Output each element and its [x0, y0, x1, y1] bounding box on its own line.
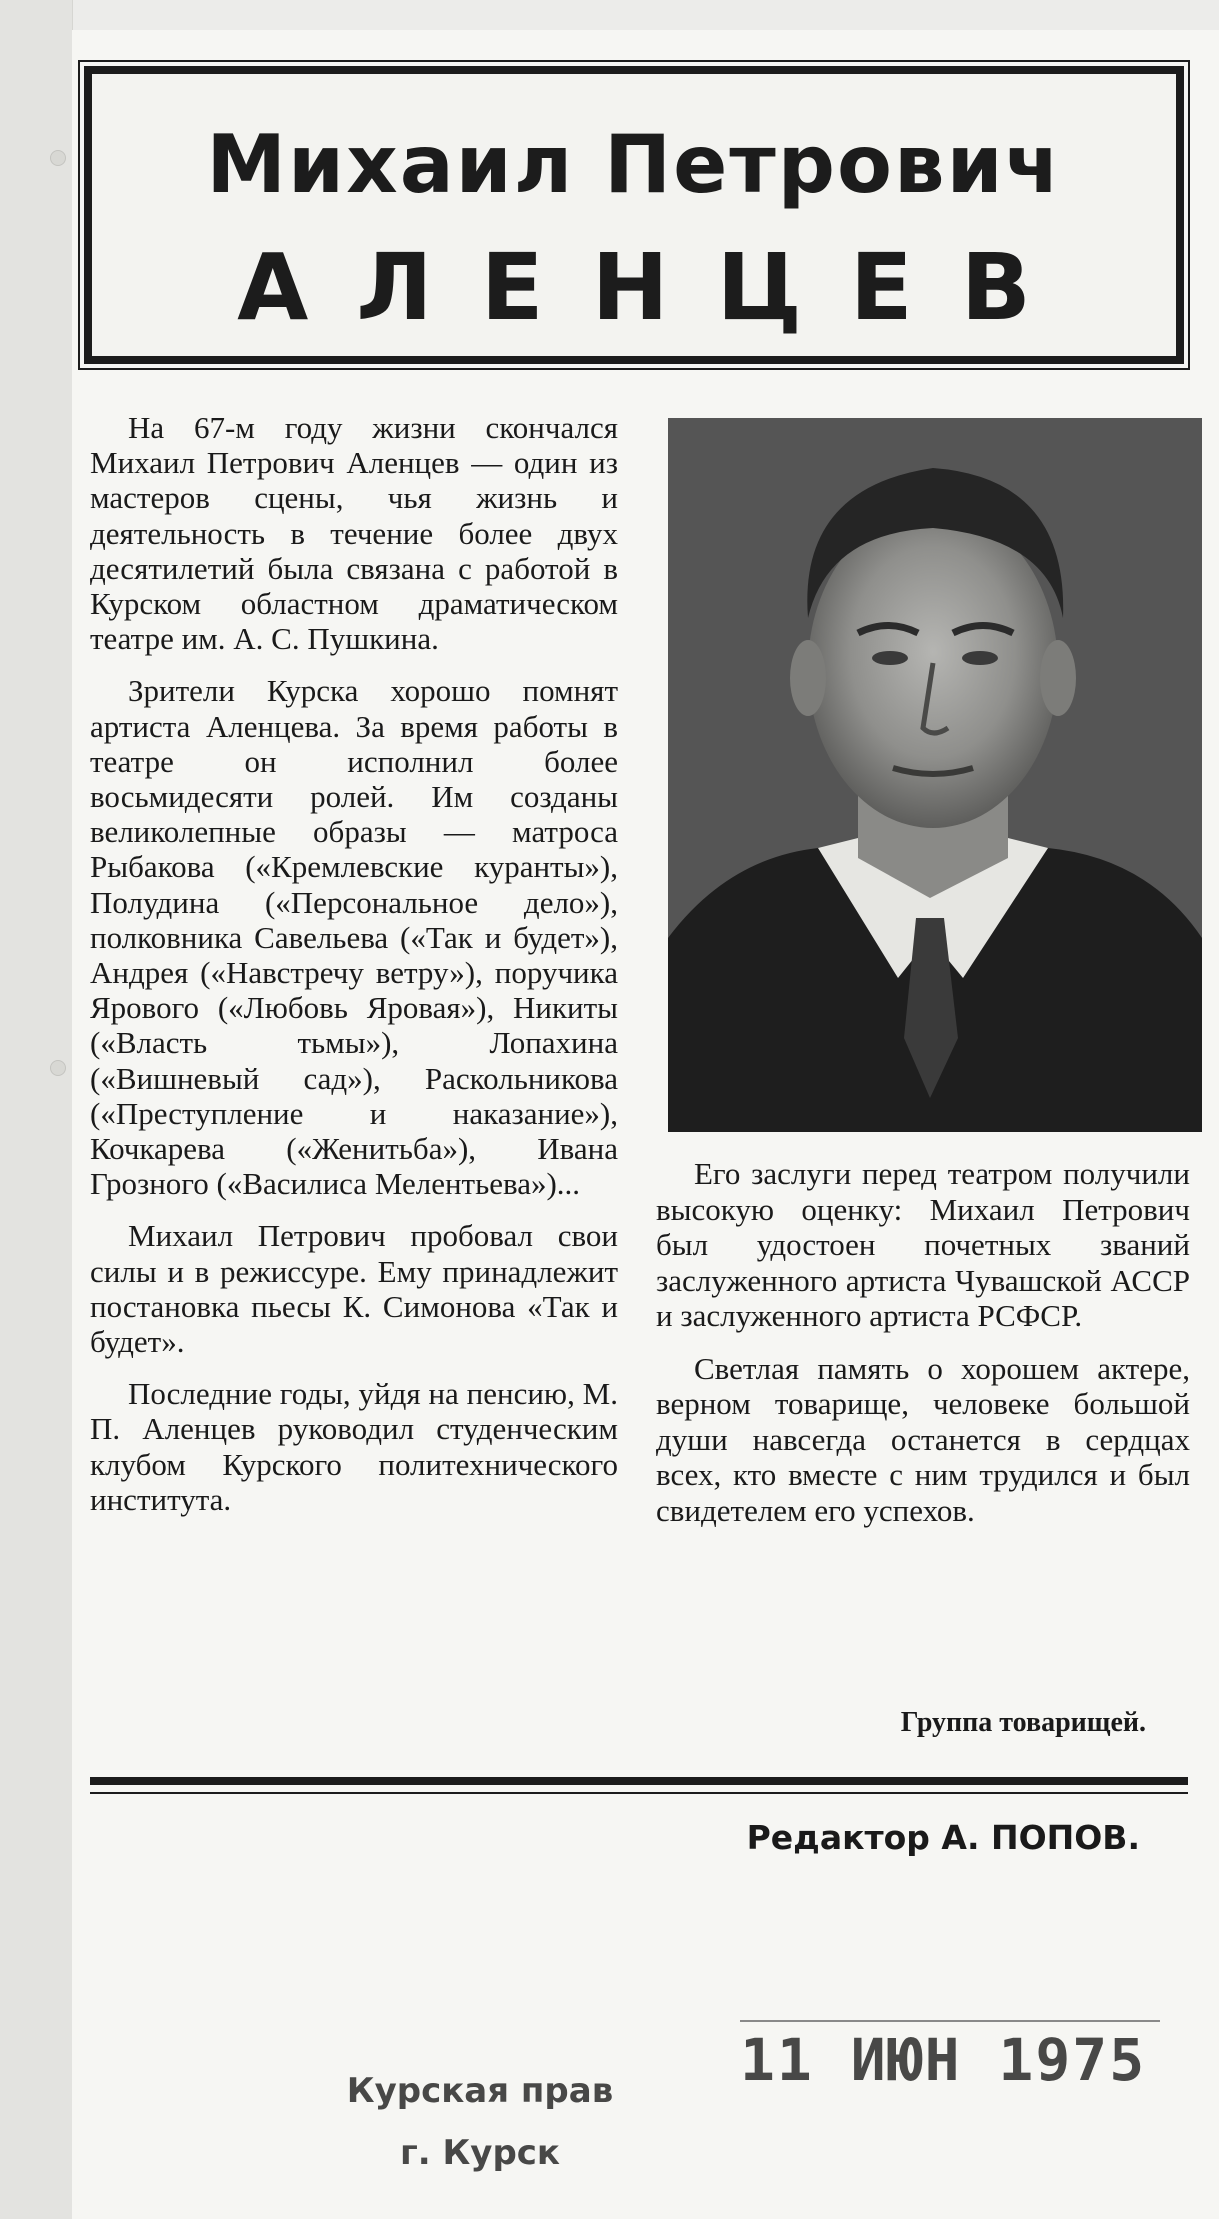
portrait-photo	[668, 418, 1202, 1132]
punch-hole	[50, 1060, 66, 1076]
paragraph: Михаил Петрович пробовал свои силы и в режиссуре. Ему принадлежит постановка пьесы К. Симонова «Так и будет».	[90, 1218, 618, 1360]
signature: Группа товарищей.	[900, 1707, 1146, 1738]
divider-rule-thin	[90, 1792, 1188, 1794]
divider-rule	[90, 1777, 1188, 1785]
obituary-header	[84, 66, 1184, 364]
editor-credit: Редактор А. ПОПОВ.	[746, 1818, 1140, 1857]
date-stamp: 11 ИЮН 1975	[740, 2020, 1160, 2094]
paragraph: Светлая память о хорошем актере, верном товарище, человеке большой души навсегда останется в сердцах всех, кто вместе с ним трудился и был свидетелем его успехов.	[656, 1350, 1190, 1528]
stamp-source-name: Курская прав	[346, 2071, 614, 2111]
stamp-source-city: г. Курск	[399, 2133, 561, 2173]
paragraph: Зрители Курска хорошо помнят артиста Аленцева. За время работы в театре он исполнил более восьмидесяти ролей. Им созданы великолепные образы — матроса Рыбакова («Кремлевские куранты»), Полудина («Персональное дело»), полковника Савельева («Так и будет»), Андрея («Навстречу ветру»), поручика Ярового («Любовь Яровая»), Никиты («Власть тьмы»), Лопахина («Вишневый сад»), Раскольникова («Преступление и наказание»), Кочкарева («Женитьба»), Ивана Грозного («Василиса Мелентьева»)...	[90, 673, 618, 1202]
page-margin-strip	[0, 0, 73, 2219]
paragraph: На 67-м году жизни скончался Михаил Петрович Аленцев — один из мастеров сцены, чья жизнь и деятельность в течение более двух десятилетий была связана с работой в Курском областном драматическом театре им. А. С. Пушкина.	[90, 410, 618, 657]
right-text-column	[656, 1156, 1190, 1545]
portrait-illustration	[668, 418, 1202, 1132]
person-first-name: Михаил Петрович	[206, 118, 1062, 211]
paragraph: Его заслуги перед театром получили высокую оценку: Михаил Петрович был удостоен почетных званий заслуженного артиста Чувашской АССР и заслуженного артиста РСФСР.	[656, 1156, 1190, 1333]
left-text-column	[90, 410, 618, 1534]
person-surname: АЛЕНЦЕВ	[237, 234, 1079, 341]
punch-hole	[50, 150, 66, 166]
paragraph: Последние годы, уйдя на пенсию, М. П. Аленцев руководил студенческим клубом Курского политехнического института.	[90, 1376, 618, 1517]
newspaper-source-stamp	[300, 2060, 660, 2184]
